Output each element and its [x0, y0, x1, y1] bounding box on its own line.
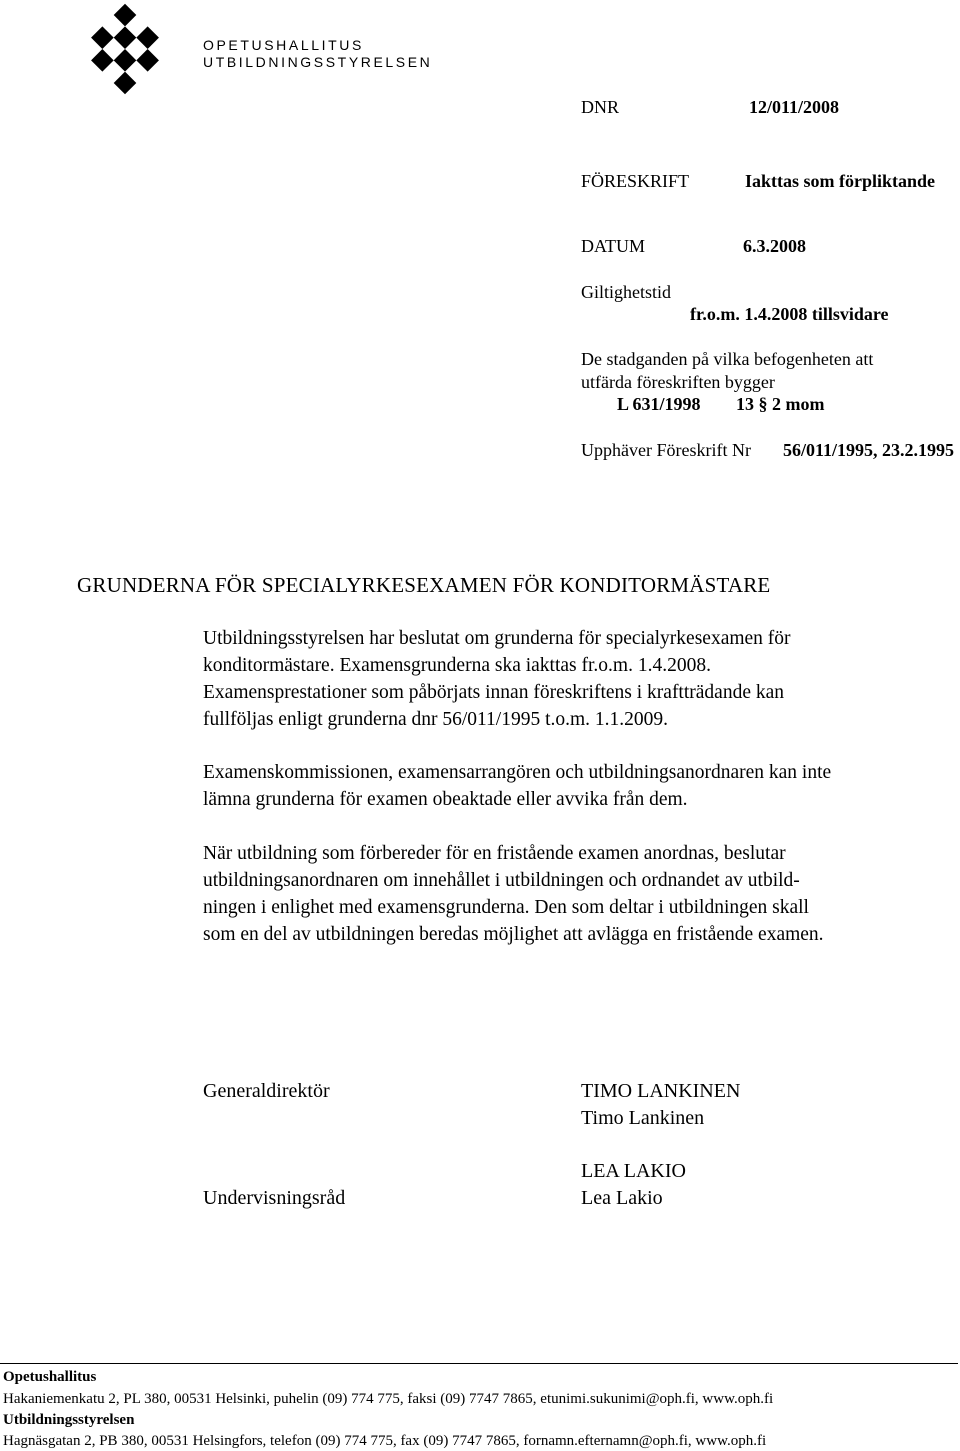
- paragraph-line: utbildningsanordnaren om innehållet i utbildningen och ordnandet av utbild-: [203, 870, 800, 891]
- logo-cell: [114, 4, 137, 27]
- upphaver-label: Upphäver Föreskrift Nr: [581, 440, 751, 460]
- logo-cell: [114, 72, 137, 95]
- paragraph-decision: [203, 625, 943, 733]
- signature-role-counsellor: Undervisningsråd: [203, 1187, 346, 1209]
- paragraph-education: [203, 840, 943, 948]
- paragraph-line: konditormästare. Examensgrunderna ska iakttas fr.o.m. 1.4.2008.: [203, 655, 711, 676]
- signature-name2: Lea Lakio: [581, 1187, 663, 1209]
- upphaver-value: 56/011/1995, 23.2.1995: [783, 440, 955, 460]
- paragraph-line: fullföljas enligt grunderna dnr 56/011/1995 t.o.m. 1.1.2009.: [203, 709, 669, 730]
- logo-cell: [114, 26, 137, 49]
- signature-role-director-general: Generaldirektör: [203, 1080, 330, 1102]
- foreskrift-label: FÖRESKRIFT: [581, 171, 690, 191]
- paragraph-line: När utbildning som förbereder för en fristående examen anordnas, beslutar: [203, 843, 786, 864]
- logo-cell: [91, 49, 114, 72]
- signature-name1: Timo Lankinen: [581, 1107, 705, 1129]
- giltighet-label: Giltighetstid: [581, 282, 671, 302]
- document-title: GRUNDERNA FÖR SPECIALYRKESEXAMEN FÖR KONDITORMÄSTARE: [77, 573, 771, 597]
- paragraph-line: ningen i enlighet med examensgrunderna. Den som deltar i utbildningen skall: [203, 897, 809, 918]
- datum-label: DATUM: [581, 236, 646, 256]
- stadganden-line2: utfärda föreskriften bygger: [581, 372, 775, 392]
- logo-cell: [91, 26, 114, 49]
- paragraph-line: Examensprestationer som påbörjats innan föreskriftens i kraftträdande kan: [203, 682, 785, 703]
- dnr-label: DNR: [581, 97, 620, 117]
- paragraph-line: lämna grunderna för examen obeaktade eller avvika från dem.: [203, 789, 688, 810]
- datum-value: 6.3.2008: [743, 236, 806, 256]
- paragraph-line: som en del av utbildningen beredas möjlighet att avlägga en fristående examen.: [203, 924, 824, 945]
- paragraph-line: Utbildningsstyrelsen har beslutat om grunderna för specialyrkesexamen för: [203, 628, 791, 649]
- paragraph-commission: [203, 759, 943, 813]
- stadganden-law: L 631/1998: [617, 394, 701, 414]
- foreskrift-value: Iakttas som förpliktande: [745, 171, 936, 191]
- logo-cell: [136, 49, 159, 72]
- stadganden-paragraph: 13 § 2 mom: [736, 394, 825, 414]
- diamond-checker-logo-icon: [78, 2, 172, 96]
- footer-address-sv: Hagnäsgatan 2, PB 380, 00531 Helsingfors, telefon (09) 774 775, fax (09) 7747 7865, fornamn.efternamn@oph.fi, www.oph.fi: [3, 1433, 767, 1449]
- org-name-fi: OPETUSHALLITUS: [203, 37, 364, 53]
- footer-org-sv: Utbildningsstyrelsen: [3, 1412, 135, 1428]
- logo-cell: [136, 26, 159, 49]
- dnr-value: 12/011/2008: [749, 97, 840, 117]
- footer-org-fi: Opetushallitus: [3, 1369, 97, 1385]
- footer-divider: [0, 1363, 958, 1364]
- logo-cell: [114, 49, 137, 72]
- signature-name1-caps: TIMO LANKINEN: [581, 1080, 741, 1102]
- giltighet-value: fr.o.m. 1.4.2008 tillsvidare: [690, 304, 889, 324]
- footer-address-fi: Hakaniemenkatu 2, PL 380, 00531 Helsinki, puhelin (09) 774 775, faksi (09) 7747 7865, etunimi.sukunimi@oph.fi, www.oph.fi: [3, 1391, 774, 1407]
- paragraph-line: Examenskommissionen, examensarrangören och utbildningsanordnaren kan inte: [203, 762, 832, 783]
- stadganden-line1: De stadganden på vilka befogenheten att: [581, 349, 874, 369]
- org-name-sv: UTBILDNINGSSTYRELSEN: [203, 54, 433, 70]
- signature-name2-caps: LEA LAKIO: [581, 1160, 686, 1182]
